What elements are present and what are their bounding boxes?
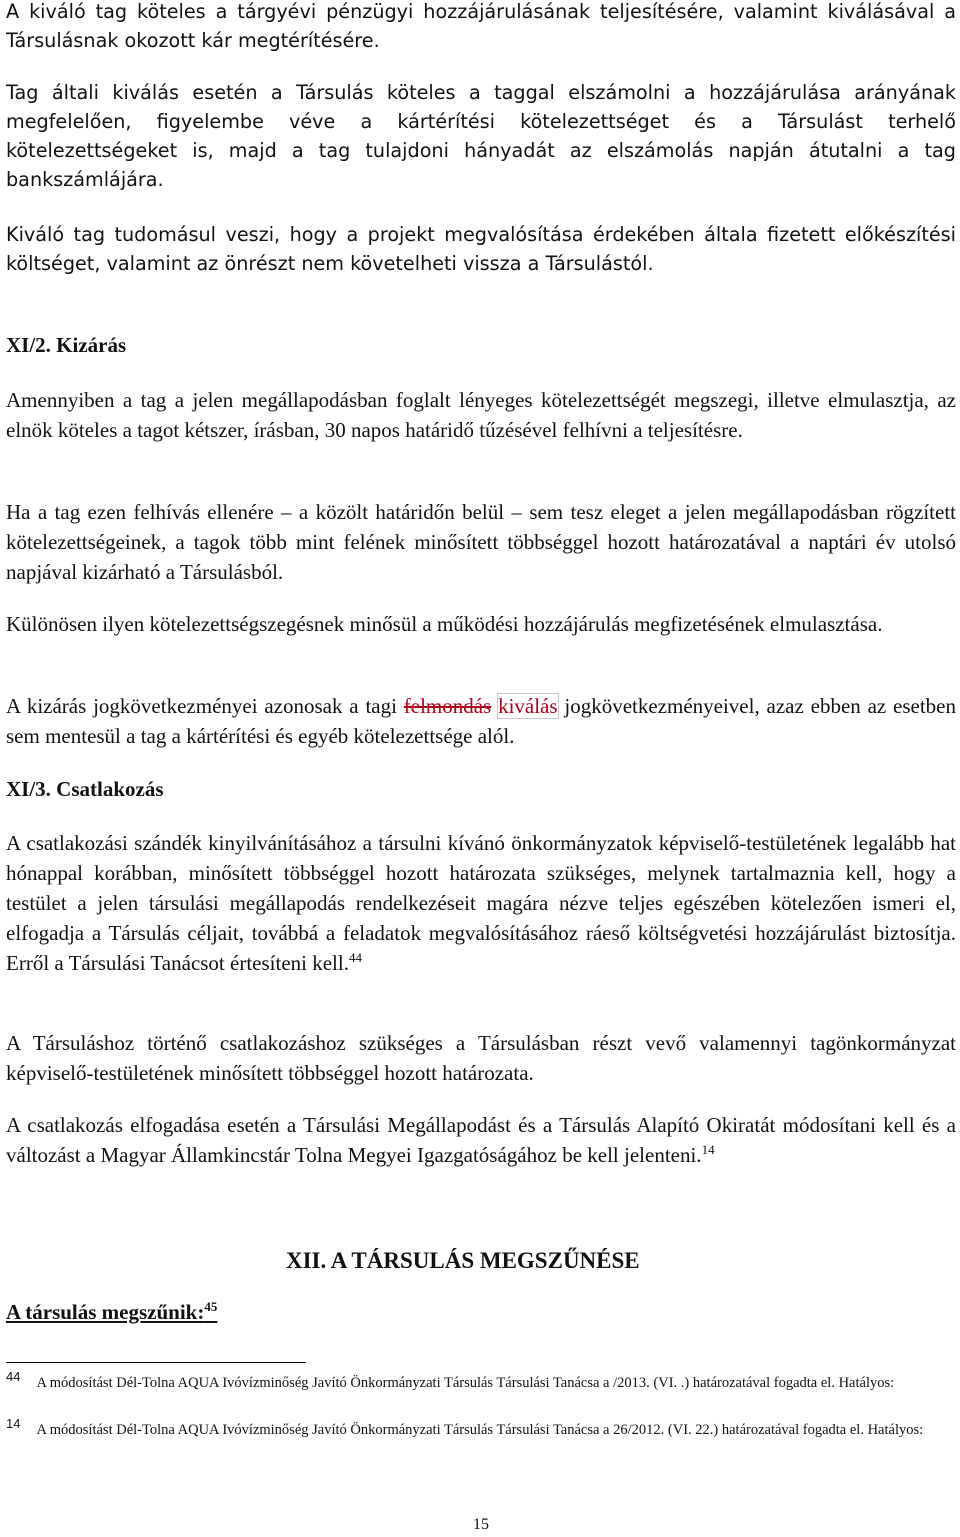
footnote-separator [6,1362,306,1363]
section-heading-csatlakozas: XI/3. Csatlakozás [6,777,164,801]
footnote-text: A módosítást Dél-Tolna AQUA Ivóvízminőség Javító Önkormányzati Társulás Társulási Tanácsa a 26/2012. (VI. 22.) határozatával fogadta el. Hatályos: [36,1422,924,1438]
paragraph-csatlakozasi-szandek [6,828,956,978]
section-heading-kizaras: XI/2. Kizárás [6,333,127,357]
paragraph-koltseg: Kiváló tag tudomásul veszi, hogy a projekt megvalósítása érdekében általa fizetett előkészítési költséget, valamint az önrészt nem követelheti vissza a Társulástól. [6,223,956,275]
subheading-megszunik [6,1300,217,1325]
paragraph-text: A csatlakozási szándék kinyilvánításához a társulni kívánó önkormányzatok képviselő-testületének legalább hat hónappal korábban, minősített többséggel hozott határozata szükséges, melynek tartalmaznia kell, hogy a testület a jelen társulási megállapodás rendelkezéseit magára nézve teljes egészében kötelezően ismeri el, elfogadja a Társulás céljait, továbbá a feladatok megvalósításához ráeső költségvetési hozzájárulást biztosítja. Erről a Társulási Tanácsot értesíteni kell. [6,831,956,975]
paragraph-elszamolas: Tag általi kiválás esetén a Társulás köteles a taggal elszámolni a hozzájárulása arányának megfelelően, figyelembe véve a kártérítési kötelezettséget és a Társulást terhelő kötelezettségeket is, majd a tag tulajdoni hányadát az elszámolás napján átutalni a tag bankszámlájára. [6,81,956,191]
footnote-mark: 14 [6,1416,21,1431]
footnote-14 [6,1416,956,1439]
paragraph-modositas [6,1110,956,1170]
paragraph-kizaras-felhivas: Amennyiben a tag a jelen megállapodásban foglalt lényeges kötelezettségét megszegi, illetve elmulasztja, az elnök köteles a tagot kétszer, írásban, 30 napos határidő tűzésével felhívni a teljesítésre. [6,388,956,442]
paragraph-jogkovetkezmenyek [6,691,956,751]
paragraph-kizaras-hatarozat: Ha a tag ezen felhívás ellenére – a közölt határidőn belül – sem tesz eleget a jelen megállapodásban rögzített kötelezettségeinek, a tagok több mint felének minősített többséggel hozott határozatával a naptári év utolsó napjával kizárható a Társulásból. [6,500,956,584]
deleted-text: felmondás [403,694,492,718]
inserted-text: kiválás [498,694,558,718]
text-after: jogkövetkezményeivel, azaz ebben az esetben sem mentesül a tag a kártérítési és egyéb kötelezettsége alól. [6,694,957,748]
footnote-44 [6,1369,956,1392]
page-number: 15 [473,1516,489,1533]
paragraph-kivalo-kotelesseg: A kiváló tag köteles a tárgyévi pénzügyi hozzájárulásának teljesítésére, valamint kiválásával a Társulásnak okozott kár megtérítésére. [6,0,956,52]
paragraph-kotelezettsegszeges: Különösen ilyen kötelezettségszegésnek minősül a működési hozzájárulás megfizetésének elmulasztása. [6,612,883,636]
footnote-ref-45[interactable]: 45 [204,1299,218,1314]
chapter-title: XII. A TÁRSULÁS MEGSZŰNÉSE [286,1248,640,1273]
footnote-ref-44[interactable]: 44 [348,950,362,965]
text-before: A kizárás jogkövetkezményei azonosak a tagi [6,694,404,718]
footnote-text: A módosítást Dél-Tolna AQUA Ivóvízminőség Javító Önkormányzati Társulás Társulási Tanácsa a /2013. (VI. .) határozatával fogadta el. Hatályos: [36,1375,895,1391]
footnote-mark: 44 [6,1369,21,1384]
paragraph-text: A csatlakozás elfogadása esetén a Társulási Megállapodást és a Társulás Alapító Okiratát módosítani kell és a változást a Magyar Államkincstár Tolna Megyei Igazgatóságához be kell jelenteni. [6,1113,956,1167]
paragraph-tagonkormanyzat: A Társuláshoz történő csatlakozáshoz szükséges a Társulásban részt vevő valamennyi tagönkormányzat képviselő-testületének minősített többséggel hozott határozata. [6,1031,956,1085]
footnote-ref-14[interactable]: 14 [701,1142,715,1157]
subheading-text: A társulás megszűnik: [6,1300,205,1324]
